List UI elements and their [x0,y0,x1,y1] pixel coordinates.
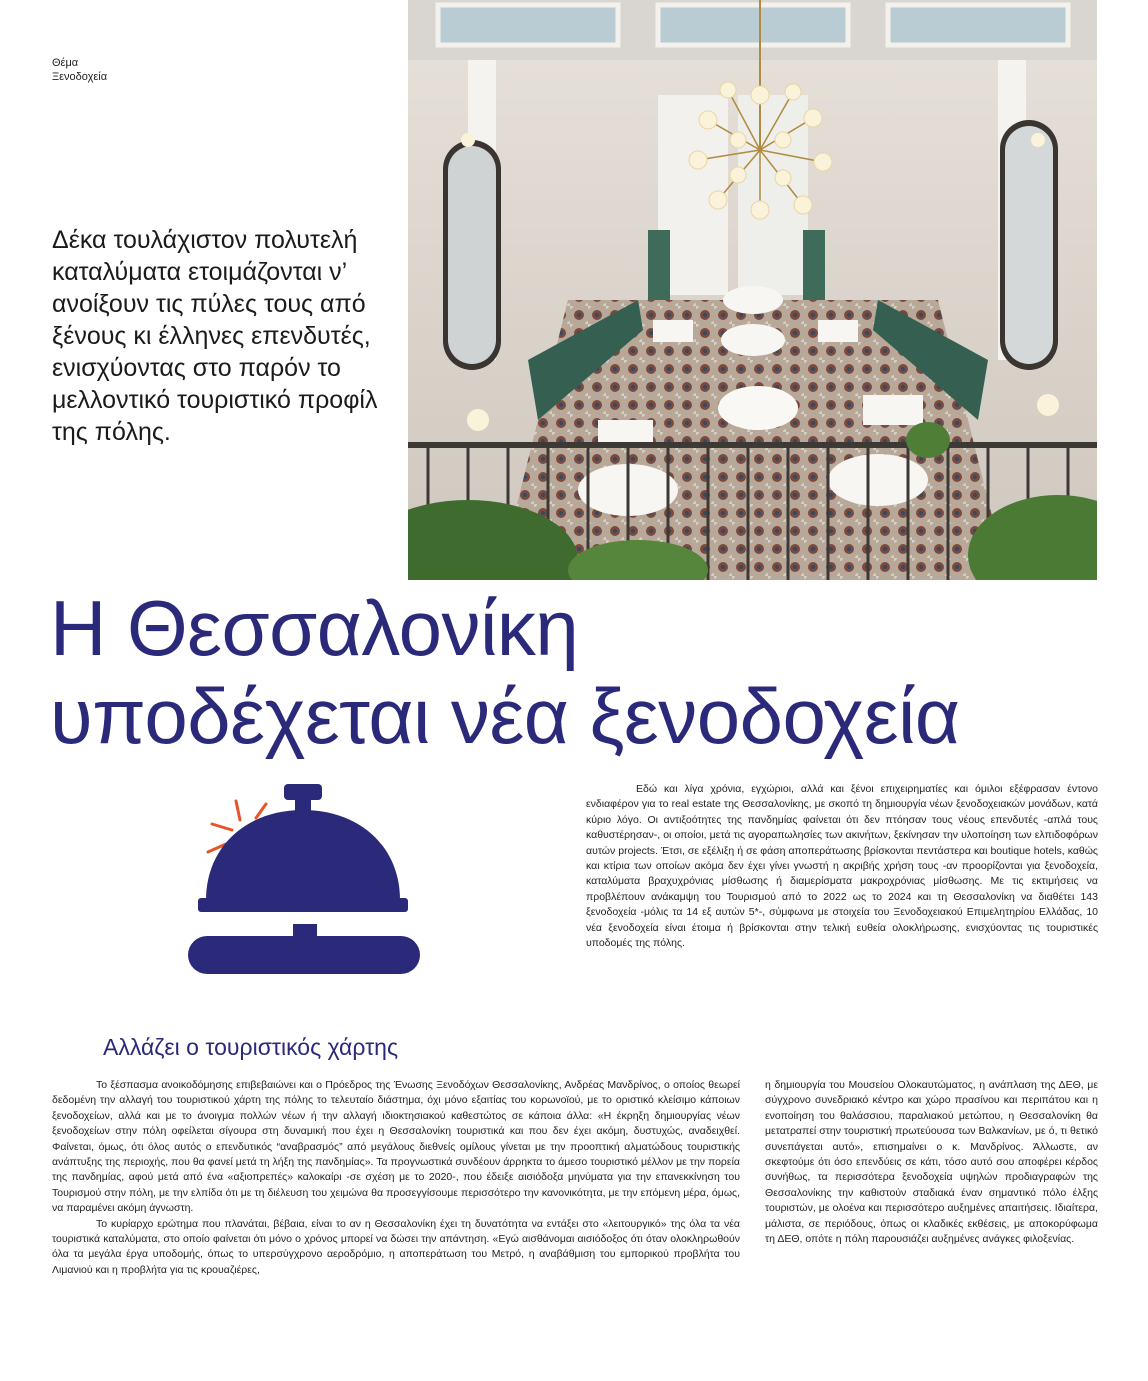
meta-theme-label: Θέμα [52,57,79,69]
headline-line-2: υποδέχεται νέα ξενοδοχεία [50,672,960,760]
intro-text: Δέκα τουλάχιστον πολυτελή καταλύματα ετοιμάζονται ν’ ανοίξουν τις πύλες τους από ξένους κι έλληνες επενδυτές, ενισχύοντας στο παρόν το μελλοντικό τουριστικό προφίλ της πόλης. [52,226,378,446]
lead-paragraph: Εδώ και λίγα χρόνια, εγχώριοι, αλλά και ξένοι επιχειρηματίες και όμιλοι εξέφρασαν έντονο ενδιαφέρον για το real estate της Θεσσαλονίκης, με σκοπό τη δημιουργία νέων ξενοδοχειακών μονάδων, κατά κύριο λόγο. Οι αντιξοότητες της πανδημίας φαίνεται ότι δεν πτόησαν τους νέους επενδυτές -απλά τους καθυστέρησαν-, οι οποίοι, μετά τις αγοραπωλησίες των ακινήτων, ξεκίνησαν την υλοποίηση των ελπιδοφόρων αυτών projects. Έτσι, σε εξέλιξη ή σε φάση αποπεράτωσης βρίσκονται πεντάστερα και boutique hotels, καθώς και κτίρια των οποίων ακόμα δεν έχει γίνει γνωστή η ακριβής χρήση τους -αν προορίζονται για ξενοδοχεία, καταλύματα βραχυχρόνιας μίσθωσης ή διαμερίσματα μακροχρόνιας μίσθωσης. Με τις εκτιμήσεις να προβλέπουν ανάκαμψη του Τουρισμού από το 2022 ως το 2024 και τη Θεσσαλονίκη να διαθέτει 143 ξενοδοχεία -μόλις τα 14 εξ αυτών 5*-, σύμφωνα με στοιχεία του Ξενοδοχειακού Επιμελητηρίου Ελλάδας, 10 νέα ξενοδοχεία είναι έτοιμα ή βρίσκονται στην τελική ευθεία ολοκλήρωσης, ενισχύοντας τις τουριστικές υποδομές της πόλης. [586,783,1098,950]
section-heading: Αλλάζει ο τουριστικός χάρτης [103,1034,399,1060]
meta-theme [52,56,107,84]
body-paragraph: Το ξέσπασμα ανοικοδόμησης επιβεβαιώνει και ο Πρόεδρος της Ένωσης Ξενοδόχων Θεσσαλονίκης, Ανδρέας Μανδρίνος, ο οποίος θεωρεί δεδομένη την αλλαγή του τουριστικού χάρτη της πόλης το τελευταίο διάστημα, όχι μόνο εξαιτίας του κορωνοϊού, με το οριστικό κλείσιμο κάποιων ξενοδοχείων, αλλά και με το άνοιγμα πολλών νέων ή την αλλαγή ιδιοκτησιακού καθεστώτος σε κάποια άλλα: «Η έκρηξη δημιουργίας νέων ξενοδοχείων στην πόλη οφείλεται σίγουρα στη δυναμική που έχει η Θεσσαλονίκη τουριστικά και που δεν έχει ακόμη, δυστυχώς, αναδειχθεί. Φαίνεται, όμως, ότι όλος αυτός ο επενδυτικός “αναβρασμός” από μεγάλους διεθνείς ομίλους γίνεται με την προοπτική αλματώδους τουριστικής ανάπτυξης της περιοχής, που θα φανεί μετά τη λήξη της πανδημίας». Τα προγνωστικά συνδέουν άρρηκτα το άμεσο τουριστικό μέλλον με την πορεία της πανδημίας, αφού μετά από ένα «αξιοπρεπές» καλοκαίρι -σε σχέση με το 2020-, που έδειξε αισιόδοξα μηνύματα για την επανεκκίνηση του Τουρισμού στην πόλη, με την ελπίδα ότι με τη διέλευση του χειμώνα θα προσεγγίσουμε περισσότερο την κανονικότητα, με την επόμενη μέρα, όμως, να παραμένει ακόμη άγνωστη. [52,1079,740,1215]
headline-line-1: Η Θεσσαλονίκη [50,584,579,672]
body-paragraph: Το κυρίαρχο ερώτημα που πλανάται, βέβαια, είναι το αν η Θεσσαλονίκη έχει τη δυνατότητα να εντάξει στο «λειτουργικό» της όλα τα νέα τουριστικά καταλύματα, στο οποίο φαίνεται ότι μόνο ο χρόνος μπορεί να δώσει την απάντηση. «Εγώ αισθάνομαι αισιόδοξος ότι όταν ολοκληρωθούν όλα τα μεγάλα έργα υποδομής, όπως το υπερσύγχρονο αεροδρόμιο, η αποπεράτωση του Μετρό, η αναβάθμιση του εμπορικού προβλήτα του Λιμανιού και η προβλήτα για τις κρουαζιέρες, [52,1217,740,1276]
headline [50,584,1140,760]
hotel-bell-icon [186,782,426,982]
body-column-right [765,1078,1098,1247]
meta-theme-value: Ξενοδοχεία [52,71,108,83]
body-column-left [52,1078,740,1278]
restaurant-interior-photo [408,0,1097,580]
body-paragraph: η δημιουργία του Μουσείου Ολοκαυτώματος, η ανάπλαση της ΔΕΘ, με σύγχρονο συνεδριακό κέντρο και χώρο πρασίνου και περιπάτου και η ενοποίηση του θαλάσσιου, παραλιακού μετώπου, η Θεσσαλονίκη θα μετατραπεί στην τουριστική πρωτεύουσα των Βαλκανίων, με ό, τι θετικό συνεπάγεται αυτό», επισημαίνει ο κ. Μανδρίνος. Άλλωστε, αν σκεφτούμε ότι όσο επενδύεις σε κάτι, τόσο αυτό σου αποφέρει κέρδος συνήθως, τα περισσότερα ξενοδοχεία υψηλών προδιαγραφών της Θεσσαλονίκης την καθιστούν σταδιακά έναν σημαντικό πόλο έλξης τουριστών, με ολοένα και περισσότερο αυξημένες απαιτήσεις. Ιδιαίτερα, μάλιστα, σε περιόδους, όπως οι κλαδικές εκθέσεις, με αποκορύφωμα τη ΔΕΘ, οπότε η πόλη παρουσιάζει αυξημένες ανάγκες φιλοξενίας. [765,1079,1098,1246]
